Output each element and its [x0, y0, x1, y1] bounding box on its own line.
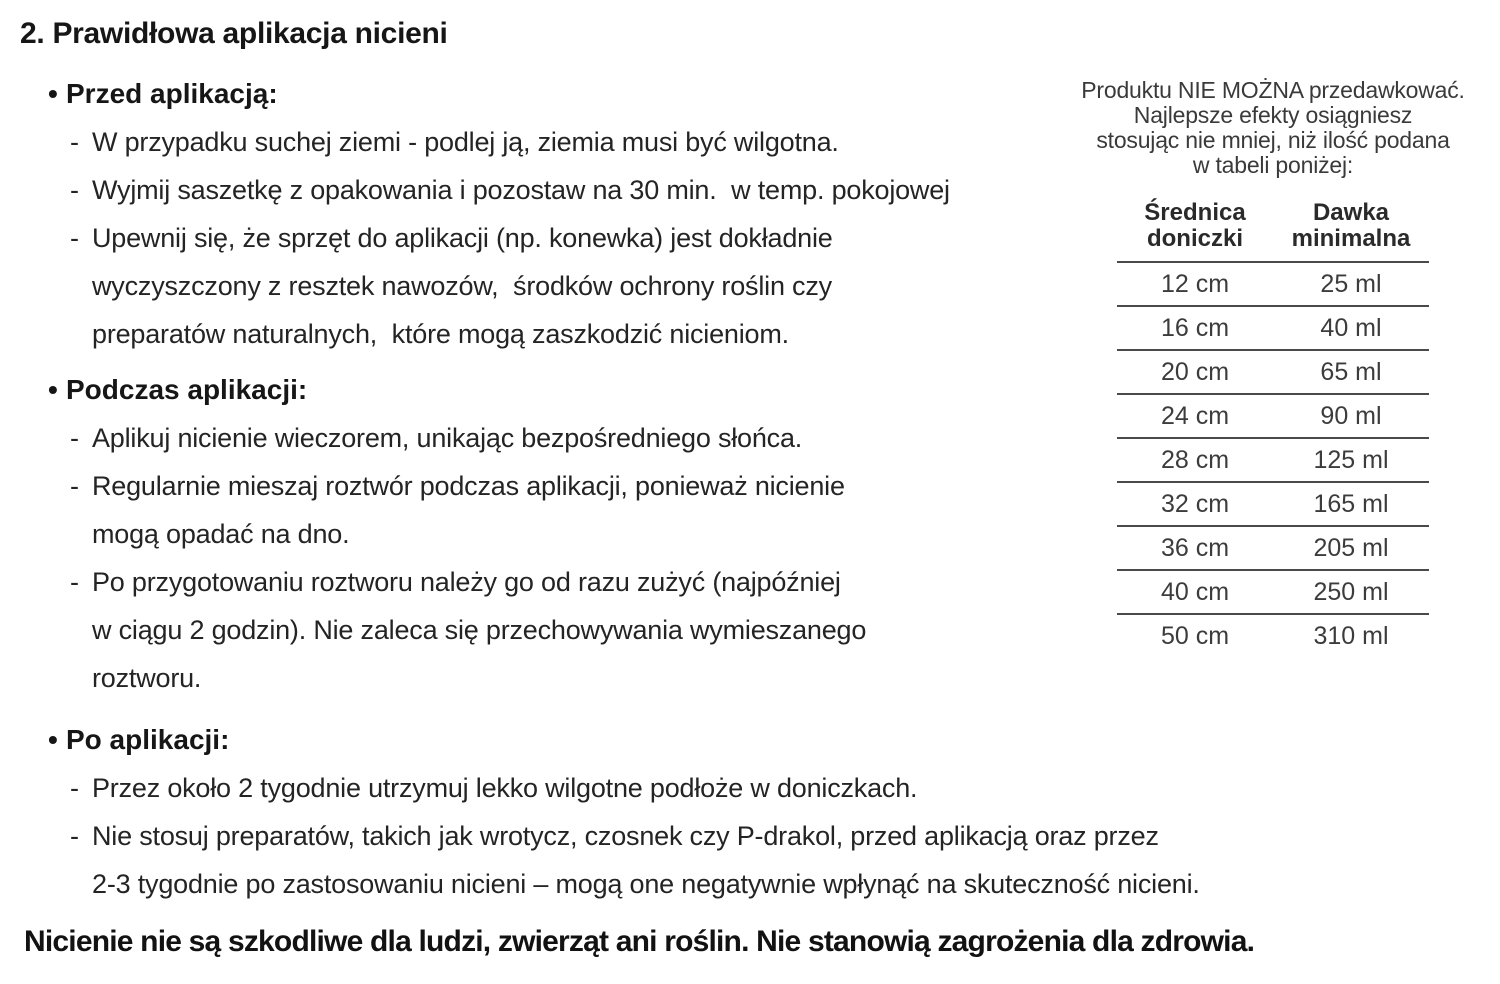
column-header-diameter: [1117, 200, 1273, 262]
dosage-note-line: stosując nie mniej, niż ilość podana: [1096, 127, 1450, 153]
dosage-note-line: Najlepsze efekty osiągniesz: [1133, 102, 1413, 128]
column-header-line: Dawka: [1312, 199, 1390, 226]
cell-dose: 165 ml: [1313, 489, 1389, 518]
list-item-text: preparatów naturalnych, które mogą zaszkodzić nicieniom.: [92, 319, 789, 349]
list-item-continuation: [0, 654, 1500, 702]
cell-diameter: 40 cm: [1160, 577, 1230, 606]
dosage-note-line: w tabeli poniżej:: [1192, 152, 1354, 178]
cell-diameter: 28 cm: [1160, 445, 1230, 474]
list-item: [0, 764, 1500, 812]
dash-marker: -: [70, 423, 79, 453]
section-heading: [0, 716, 1500, 764]
cell-diameter: 36 cm: [1160, 533, 1230, 562]
dash-marker: -: [70, 223, 79, 253]
dosage-note-line: Produktu NIE MOŻNA przedawkować.: [1081, 77, 1465, 103]
dash-marker: [70, 606, 92, 654]
safety-footer-note: Nicienie nie są szkodliwe dla ludzi, zwierząt ani roślin. Nie stanowią zagrożenia dla zdrowia.: [24, 925, 1255, 958]
list-item-text: wyczyszczony z resztek nawozów, środków ochrony roślin czy: [92, 271, 832, 301]
column-header-line: minimalna: [1291, 225, 1411, 252]
list-item-text: Nie stosuj preparatów, takich jak wrotycz, czosnek czy P-drakol, przed aplikacją oraz przez: [92, 821, 1159, 851]
section-heading-text: Przed aplikacją:: [66, 78, 278, 109]
dosage-table: [1117, 200, 1429, 657]
cell-diameter: 24 cm: [1160, 401, 1230, 430]
section-po-aplikacji: [0, 716, 1500, 908]
dash-marker: -: [70, 175, 79, 205]
section-heading-text: Podczas aplikacji:: [66, 374, 308, 405]
table-row: [1117, 614, 1429, 657]
list-item-text: Wyjmij saszetkę z opakowania i pozostaw na 30 min. w temp. pokojowej: [92, 175, 950, 205]
table-row: [1117, 570, 1429, 614]
dash-marker: -: [70, 773, 79, 803]
list-item-text: Aplikuj nicienie wieczorem, unikając bezpośredniego słońca.: [92, 423, 803, 453]
list-item-continuation: [0, 860, 1500, 908]
column-header-dose: [1273, 200, 1429, 262]
dash-marker: -: [70, 471, 79, 501]
list-item-text: Po przygotowaniu roztworu należy go od razu zużyć (najpóźniej: [92, 567, 841, 597]
dash-marker: [70, 860, 92, 908]
cell-dose: 65 ml: [1320, 357, 1382, 386]
table-row: [1117, 306, 1429, 350]
column-header-line: Średnica: [1144, 199, 1246, 226]
table-row: [1117, 482, 1429, 526]
cell-diameter: 20 cm: [1160, 357, 1230, 386]
dash-marker: [70, 510, 92, 558]
dosage-note: [1055, 78, 1491, 178]
dash-marker: -: [70, 567, 79, 597]
bullet-icon: •: [48, 78, 58, 109]
dosage-table-header: [1117, 200, 1429, 262]
cell-diameter: 32 cm: [1160, 489, 1230, 518]
list-item-text: Regularnie mieszaj roztwór podczas aplikacji, ponieważ nicienie: [92, 471, 845, 501]
list-item-text: w ciągu 2 godzin). Nie zaleca się przechowywania wymieszanego: [92, 615, 867, 645]
cell-diameter: 16 cm: [1160, 313, 1230, 342]
table-row: [1117, 262, 1429, 306]
list-item-text: Upewnij się, że sprzęt do aplikacji (np. konewka) jest dokładnie: [92, 223, 833, 253]
list-item-text: 2-3 tygodnie po zastosowaniu nicieni – mogą one negatywnie wpłynąć na skuteczność nicieni.: [92, 869, 1200, 899]
page-title: 2. Prawidłowa aplikacja nicieni: [20, 17, 448, 50]
dash-marker: -: [70, 127, 79, 157]
list-item-text: W przypadku suchej ziemi - podlej ją, ziemia musi być wilgotna.: [92, 127, 839, 157]
list-item: [0, 812, 1500, 860]
dosage-panel: [1055, 78, 1491, 657]
cell-diameter: 12 cm: [1160, 269, 1230, 298]
table-row: [1117, 438, 1429, 482]
bullet-icon: •: [48, 374, 58, 405]
bullet-icon: •: [48, 724, 58, 755]
table-row: [1117, 526, 1429, 570]
dash-marker: -: [70, 821, 79, 851]
dash-marker: [70, 262, 92, 310]
cell-dose: 205 ml: [1313, 533, 1389, 562]
list-item-text: mogą opadać na dno.: [92, 519, 350, 549]
table-row: [1117, 394, 1429, 438]
cell-dose: 125 ml: [1313, 445, 1389, 474]
cell-dose: 40 ml: [1320, 313, 1382, 342]
list-item-text: roztworu.: [92, 663, 202, 693]
cell-dose: 90 ml: [1320, 401, 1382, 430]
cell-dose: 250 ml: [1313, 577, 1389, 606]
list-item-text: Przez około 2 tygodnie utrzymuj lekko wilgotne podłoże w doniczkach.: [92, 773, 918, 803]
table-row: [1117, 350, 1429, 394]
cell-diameter: 50 cm: [1160, 621, 1230, 650]
cell-dose: 25 ml: [1320, 269, 1382, 298]
section-heading-text: Po aplikacji:: [66, 724, 230, 755]
dash-marker: [70, 654, 92, 702]
cell-dose: 310 ml: [1313, 621, 1389, 650]
dash-marker: [70, 310, 92, 358]
column-header-line: doniczki: [1146, 225, 1243, 252]
